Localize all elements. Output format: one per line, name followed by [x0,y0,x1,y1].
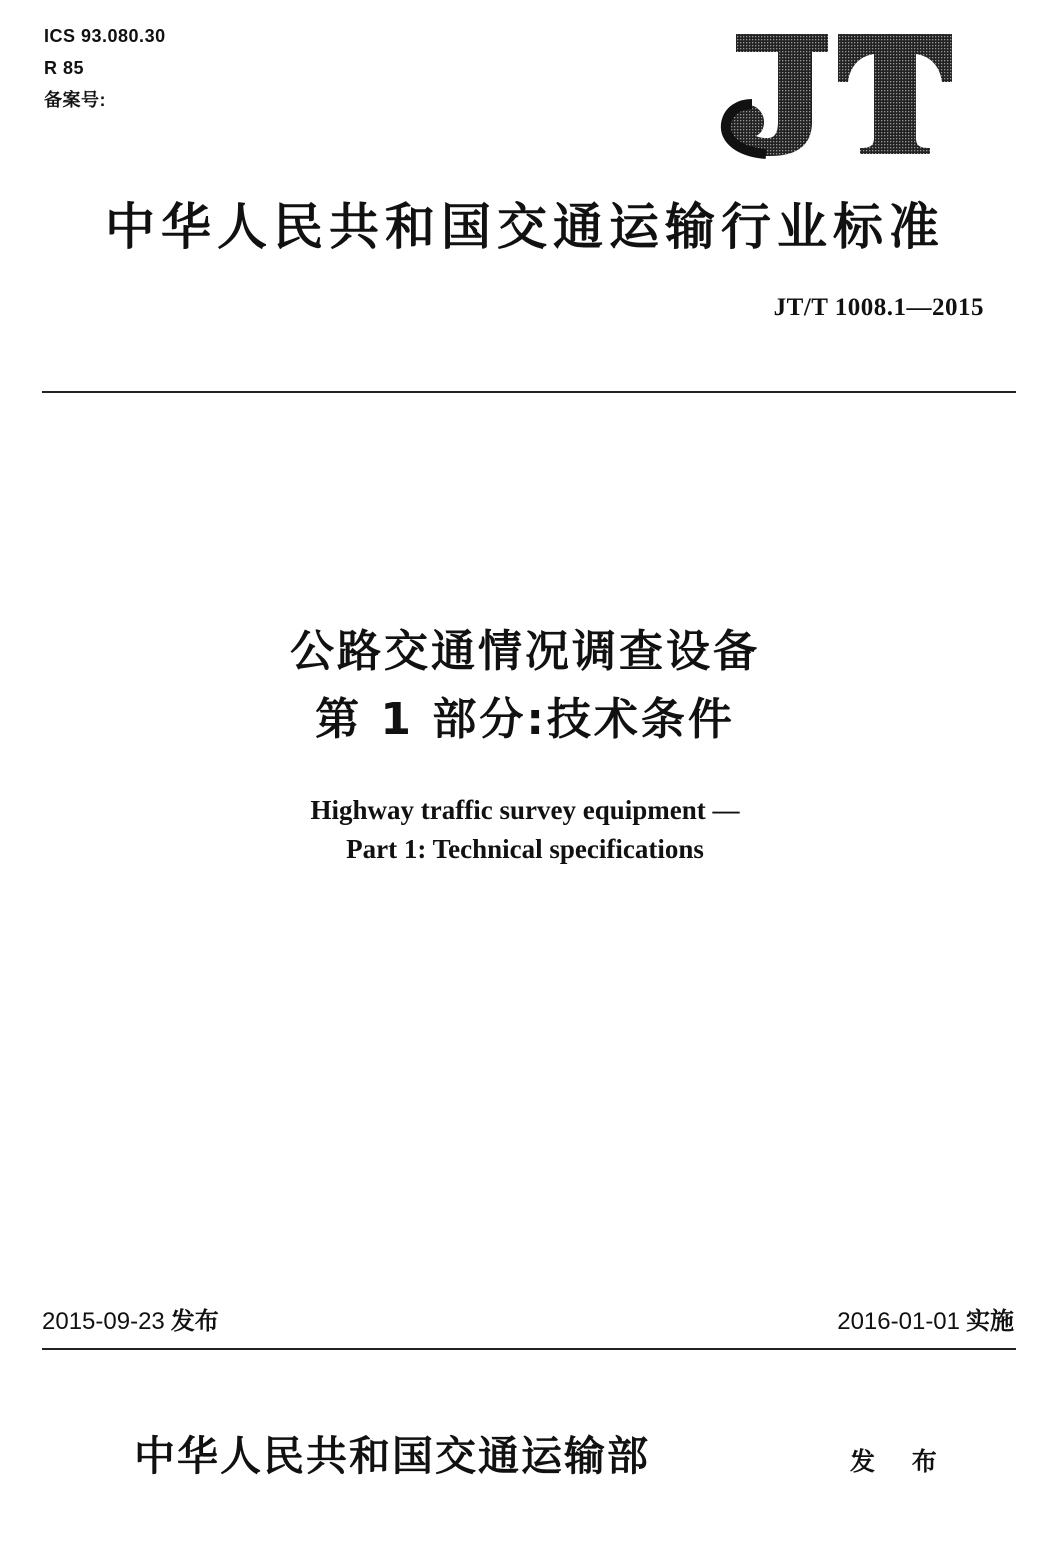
ics-code: ICS 93.080.30 [44,26,166,46]
jt-logo [716,30,956,160]
ccs-code: R 85 [44,58,85,78]
chinese-title-line-2: 第 1 部分:技术条件 [315,694,735,745]
publisher-name: 中华人民共和国交通运输部 [134,1432,650,1480]
record-number-label: 备案号: [44,90,106,110]
implementation-date: 2016-01-01 [837,1308,960,1335]
classification-block [44,20,166,116]
english-title-line-2: Part 1: Technical specifications [346,834,704,864]
english-title-line-1: Highway traffic survey equipment — [310,795,740,825]
implementation-label: 实施 [966,1307,1014,1335]
issue-date: 2015-09-23 [42,1308,165,1335]
issue-date-block [42,1303,219,1340]
logo-letter-t [838,34,952,154]
issue-label: 发布 [170,1307,219,1335]
header-divider [42,391,1016,393]
publish-label: 发 布 [850,1447,951,1476]
implementation-date-block [837,1303,1014,1340]
standard-number: JT/T 1008.1—2015 [773,294,984,321]
chinese-title-line-1: 公路交通情况调查设备 [290,626,760,677]
logo-letter-j [722,34,828,156]
footer-divider [42,1348,1016,1350]
industry-standard-title: 中华人民共和国交通运输行业标准 [105,197,945,256]
